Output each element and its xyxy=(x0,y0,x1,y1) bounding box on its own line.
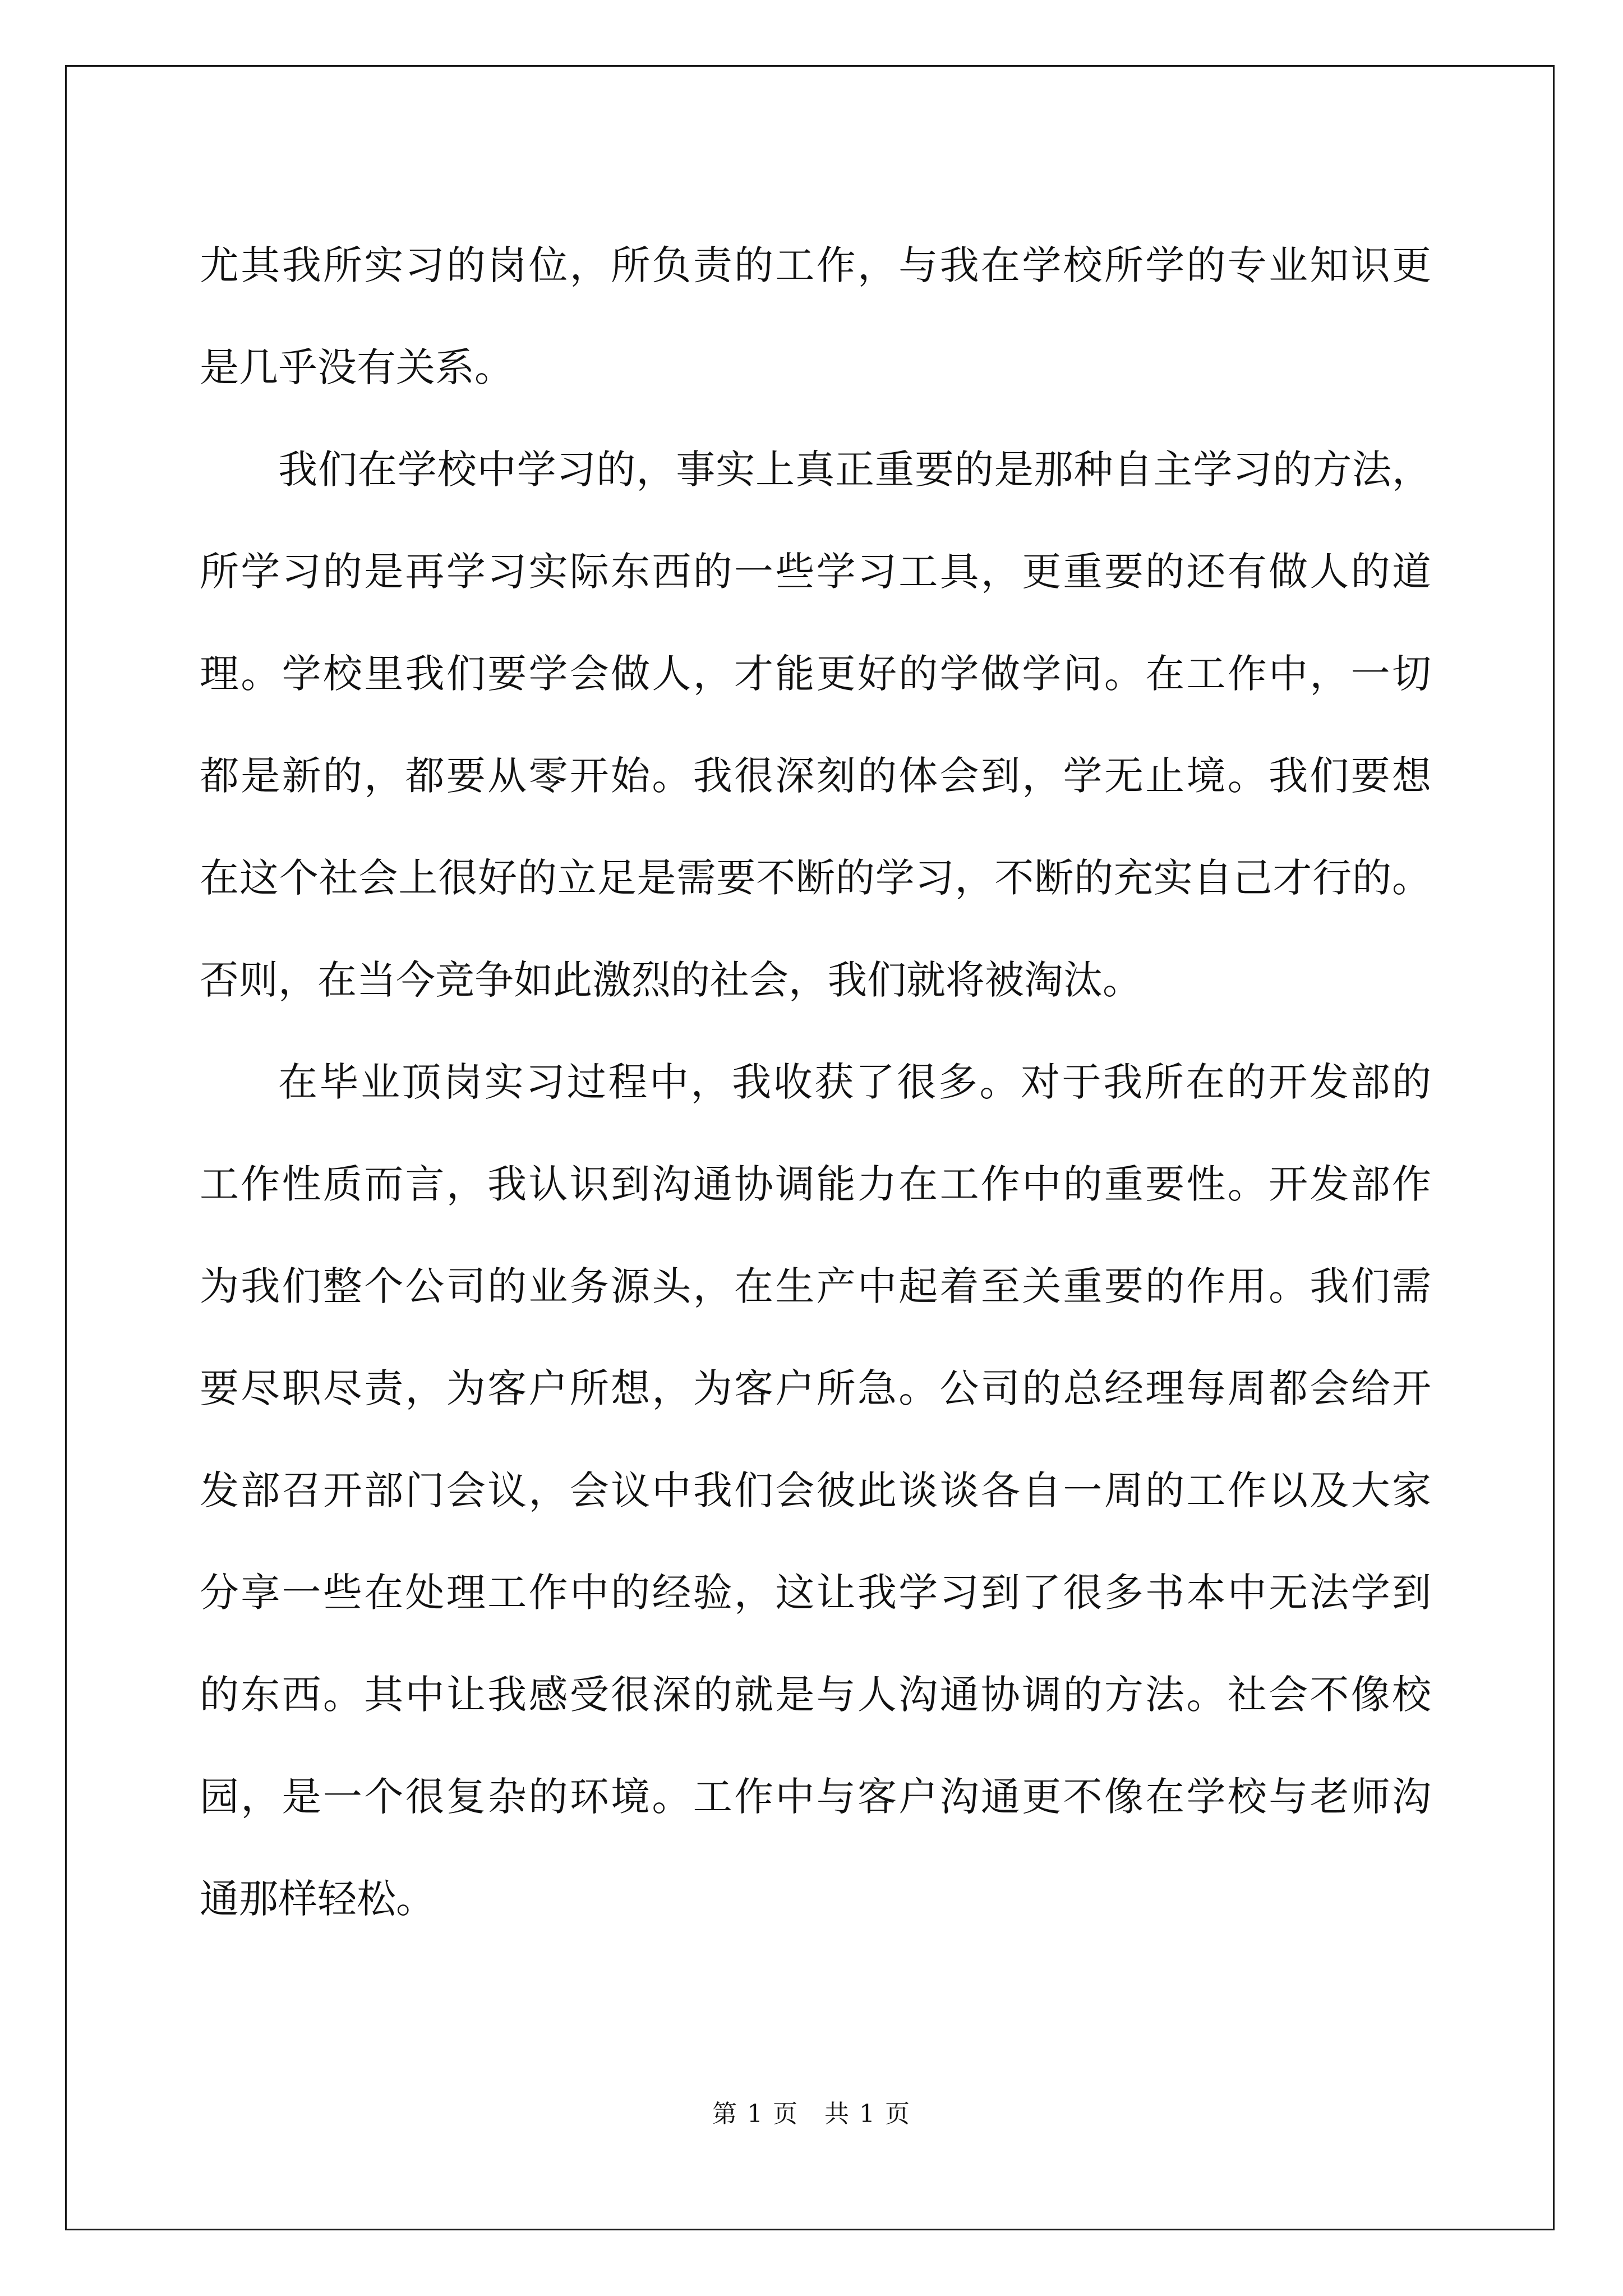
text-line: 园，是一个很复杂的环境。工作中与客户沟通更不像在学校与老师沟 xyxy=(200,1774,1431,1820)
text-line: 要尽职尽责，为客户所想，为客户所急。公司的总经理每周都会给开 xyxy=(200,1365,1431,1411)
text-line: 理。学校里我们要学会做人，才能更好的学做学问。在工作中，一切 xyxy=(200,651,1431,697)
text-line: 分享一些在处理工作中的经验，这让我学习到了很多书本中无法学到 xyxy=(200,1570,1431,1616)
text-line: 在毕业顶岗实习过程中，我收获了很多。对于我所在的开发部的 xyxy=(278,1059,1431,1105)
text-line: 的东西。其中让我感受很深的就是与人沟通协调的方法。社会不像校 xyxy=(200,1672,1431,1718)
text-line: 所学习的是再学习实际东西的一些学习工具，更重要的还有做人的道 xyxy=(200,549,1431,595)
text-line: 我们在学校中学习的，事实上真正重要的是那种自主学习的方法， xyxy=(278,447,1431,493)
text-line: 为我们整个公司的业务源头，在生产中起着至关重要的作用。我们需 xyxy=(200,1263,1431,1309)
text-line: 尤其我所实习的岗位，所负责的工作，与我在学校所学的专业知识更 xyxy=(200,242,1431,288)
text-line: 都是新的，都要从零开始。我很深刻的体会到，学无止境。我们要想 xyxy=(200,753,1431,799)
text-line: 在这个社会上很好的立足是需要不断的学习，不断的充实自己才行的。 xyxy=(200,855,1431,901)
page-number: 第 1 页 共 1 页 xyxy=(712,2100,911,2128)
document-body xyxy=(200,214,1431,1950)
text-line: 发部召开部门会议，会议中我们会彼此谈谈各自一周的工作以及大家 xyxy=(200,1467,1431,1513)
text-line: 是几乎没有关系。 xyxy=(200,344,514,390)
text-line: 工作性质而言，我认识到沟通协调能力在工作中的重要性。开发部作 xyxy=(200,1161,1431,1207)
text-line: 否则，在当今竞争如此激烈的社会，我们就将被淘汰。 xyxy=(200,957,1142,1003)
text-line: 通那样轻松。 xyxy=(200,1876,435,1922)
